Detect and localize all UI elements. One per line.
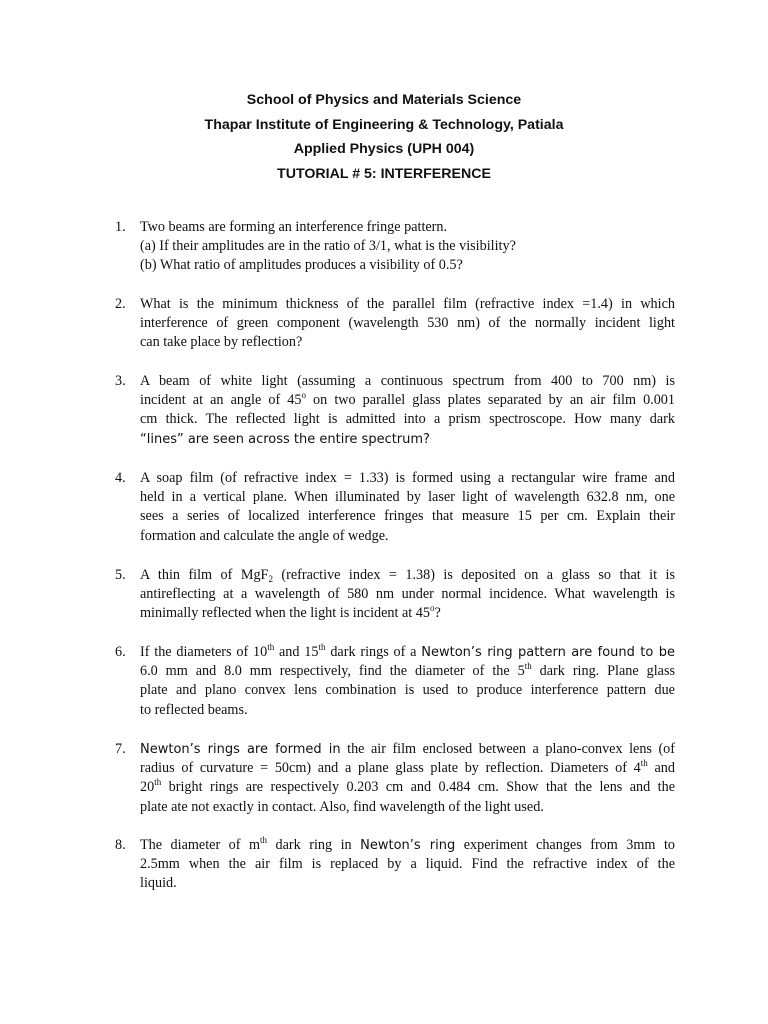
question-8 <box>115 836 675 894</box>
question-line <box>140 566 675 585</box>
text-fragment: radius of curvature = 50cm) and a plane glass plate by reflection. Diameters of 4 <box>140 760 641 777</box>
text-fragment: Newton’s ring <box>360 838 456 853</box>
question-number: 8. <box>115 837 126 853</box>
text-fragment: incident at an angle of 45 <box>140 392 302 409</box>
question-line: (a) If their amplitudes are in the ratio of 3/1, what is the visibility? <box>140 238 516 255</box>
superscript: th <box>640 758 648 769</box>
text-fragment: (refractive index = 1.38) is deposited on a glass so that it is <box>272 567 675 583</box>
question-line <box>140 643 675 662</box>
document-header <box>0 88 768 186</box>
question-line: to reflected beams. <box>140 701 248 718</box>
text-fragment: the air film enclosed between a plano-convex lens (of <box>340 741 675 757</box>
text-fragment: dark rings of a <box>325 644 422 660</box>
subscript: 2 <box>268 574 273 584</box>
course-title: Applied Physics (UPH 004) <box>293 141 475 157</box>
question-number: 3. <box>115 373 126 389</box>
superscript: th <box>154 777 162 788</box>
text-fragment: If the diameters of 10 <box>140 644 268 660</box>
question-line: “lines” are seen across the entire spectrum? <box>140 431 430 447</box>
institute-name: Thapar Institute of Engineering & Technology, Patiala <box>204 116 564 133</box>
text-fragment: and 15 <box>274 644 319 660</box>
question-line <box>140 604 675 623</box>
text-fragment: 6.0 mm and 8.0 mm respectively, find the diameter of the 5 <box>140 663 525 680</box>
superscript: th <box>260 835 268 845</box>
text-fragment: Newton’s ring pattern are found to be <box>421 645 675 660</box>
text-fragment: minimally reflected when the light is incident at 45 <box>140 605 430 622</box>
question-line: A beam of white light (assuming a continuous spectrum from 400 to 700 nm) is <box>140 373 675 389</box>
superscript: o <box>301 390 306 401</box>
superscript: th <box>524 661 532 672</box>
question-line: interference of green component (wavelength 530 nm) of the normally incident light <box>140 315 675 332</box>
question-line <box>140 836 675 855</box>
question-line <box>140 662 675 681</box>
question-2 <box>115 295 675 353</box>
superscript: o <box>429 603 435 614</box>
question-line: What is the minimum thickness of the parallel film (refractive index =1.4) in which <box>140 296 675 312</box>
question-line: Two beams are forming an interference fringe pattern. <box>140 219 448 235</box>
text-fragment: The diameter of m <box>140 837 261 853</box>
question-line <box>140 778 675 797</box>
question-line: A soap film (of refractive index = 1.33) is formed using a rectangular wire frame and <box>140 470 675 486</box>
question-line: (b) What ratio of amplitudes produces a visibility of 0.5? <box>140 257 463 274</box>
question-3 <box>115 372 675 449</box>
question-number: 1. <box>115 219 126 235</box>
question-number: 7. <box>115 741 126 757</box>
text-fragment: 20 <box>140 779 155 796</box>
superscript: th <box>267 642 275 652</box>
question-line: formation and calculate the angle of wedge. <box>140 527 389 544</box>
text-fragment: dark ring in <box>267 837 361 853</box>
question-line: cm thick. The reflected light is admitted into a prism spectroscope. How many dark <box>140 411 675 428</box>
text-fragment: bright rings are respectively 0.203 cm and 0.484 cm. Show that the lens and the <box>161 779 675 796</box>
school-name: School of Physics and Materials Science <box>246 92 522 108</box>
question-number: 2. <box>115 296 126 312</box>
text-fragment: and <box>647 760 675 777</box>
question-6 <box>115 643 675 720</box>
question-line: can take place by reflection? <box>140 334 303 351</box>
question-7 <box>115 740 675 817</box>
question-4 <box>115 469 675 546</box>
question-number: 4. <box>115 470 126 486</box>
text-fragment: experiment changes from 3mm to <box>455 837 675 853</box>
text-fragment: dark ring. Plane glass <box>531 663 675 680</box>
question-number: 6. <box>115 644 126 660</box>
question-line: antireflecting at a wavelength of 580 nm under normal incidence. What wavelength is <box>140 586 675 603</box>
text-fragment: A thin film of MgF <box>140 567 269 583</box>
question-line: plate ate not exactly in contact. Also, find wavelength of the light used. <box>140 798 544 815</box>
text-fragment: ? <box>434 605 441 622</box>
question-line: 2.5mm when the air film is replaced by a liquid. Find the refractive index of the <box>140 856 675 873</box>
question-line <box>140 759 675 778</box>
question-line: sees a series of localized interference fringes that measure 15 per cm. Explain their <box>140 508 675 525</box>
question-1 <box>115 218 675 276</box>
question-5 <box>115 566 675 624</box>
question-line <box>140 391 675 410</box>
superscript: th <box>318 642 326 652</box>
question-line: plate and plano convex lens combination is used to produce interference pattern due <box>140 682 675 699</box>
tutorial-title: TUTORIAL # 5: INTERFERENCE <box>277 165 491 182</box>
text-fragment: on two parallel glass plates separated by an air film 0.001 <box>305 392 675 409</box>
question-line <box>140 740 675 759</box>
text-fragment: Newton’s rings are formed in <box>140 742 341 757</box>
question-number: 5. <box>115 567 126 583</box>
question-line: held in a vertical plane. When illuminated by laser light of wavelength 632.8 nm, one <box>140 489 675 506</box>
question-line: liquid. <box>140 875 177 892</box>
